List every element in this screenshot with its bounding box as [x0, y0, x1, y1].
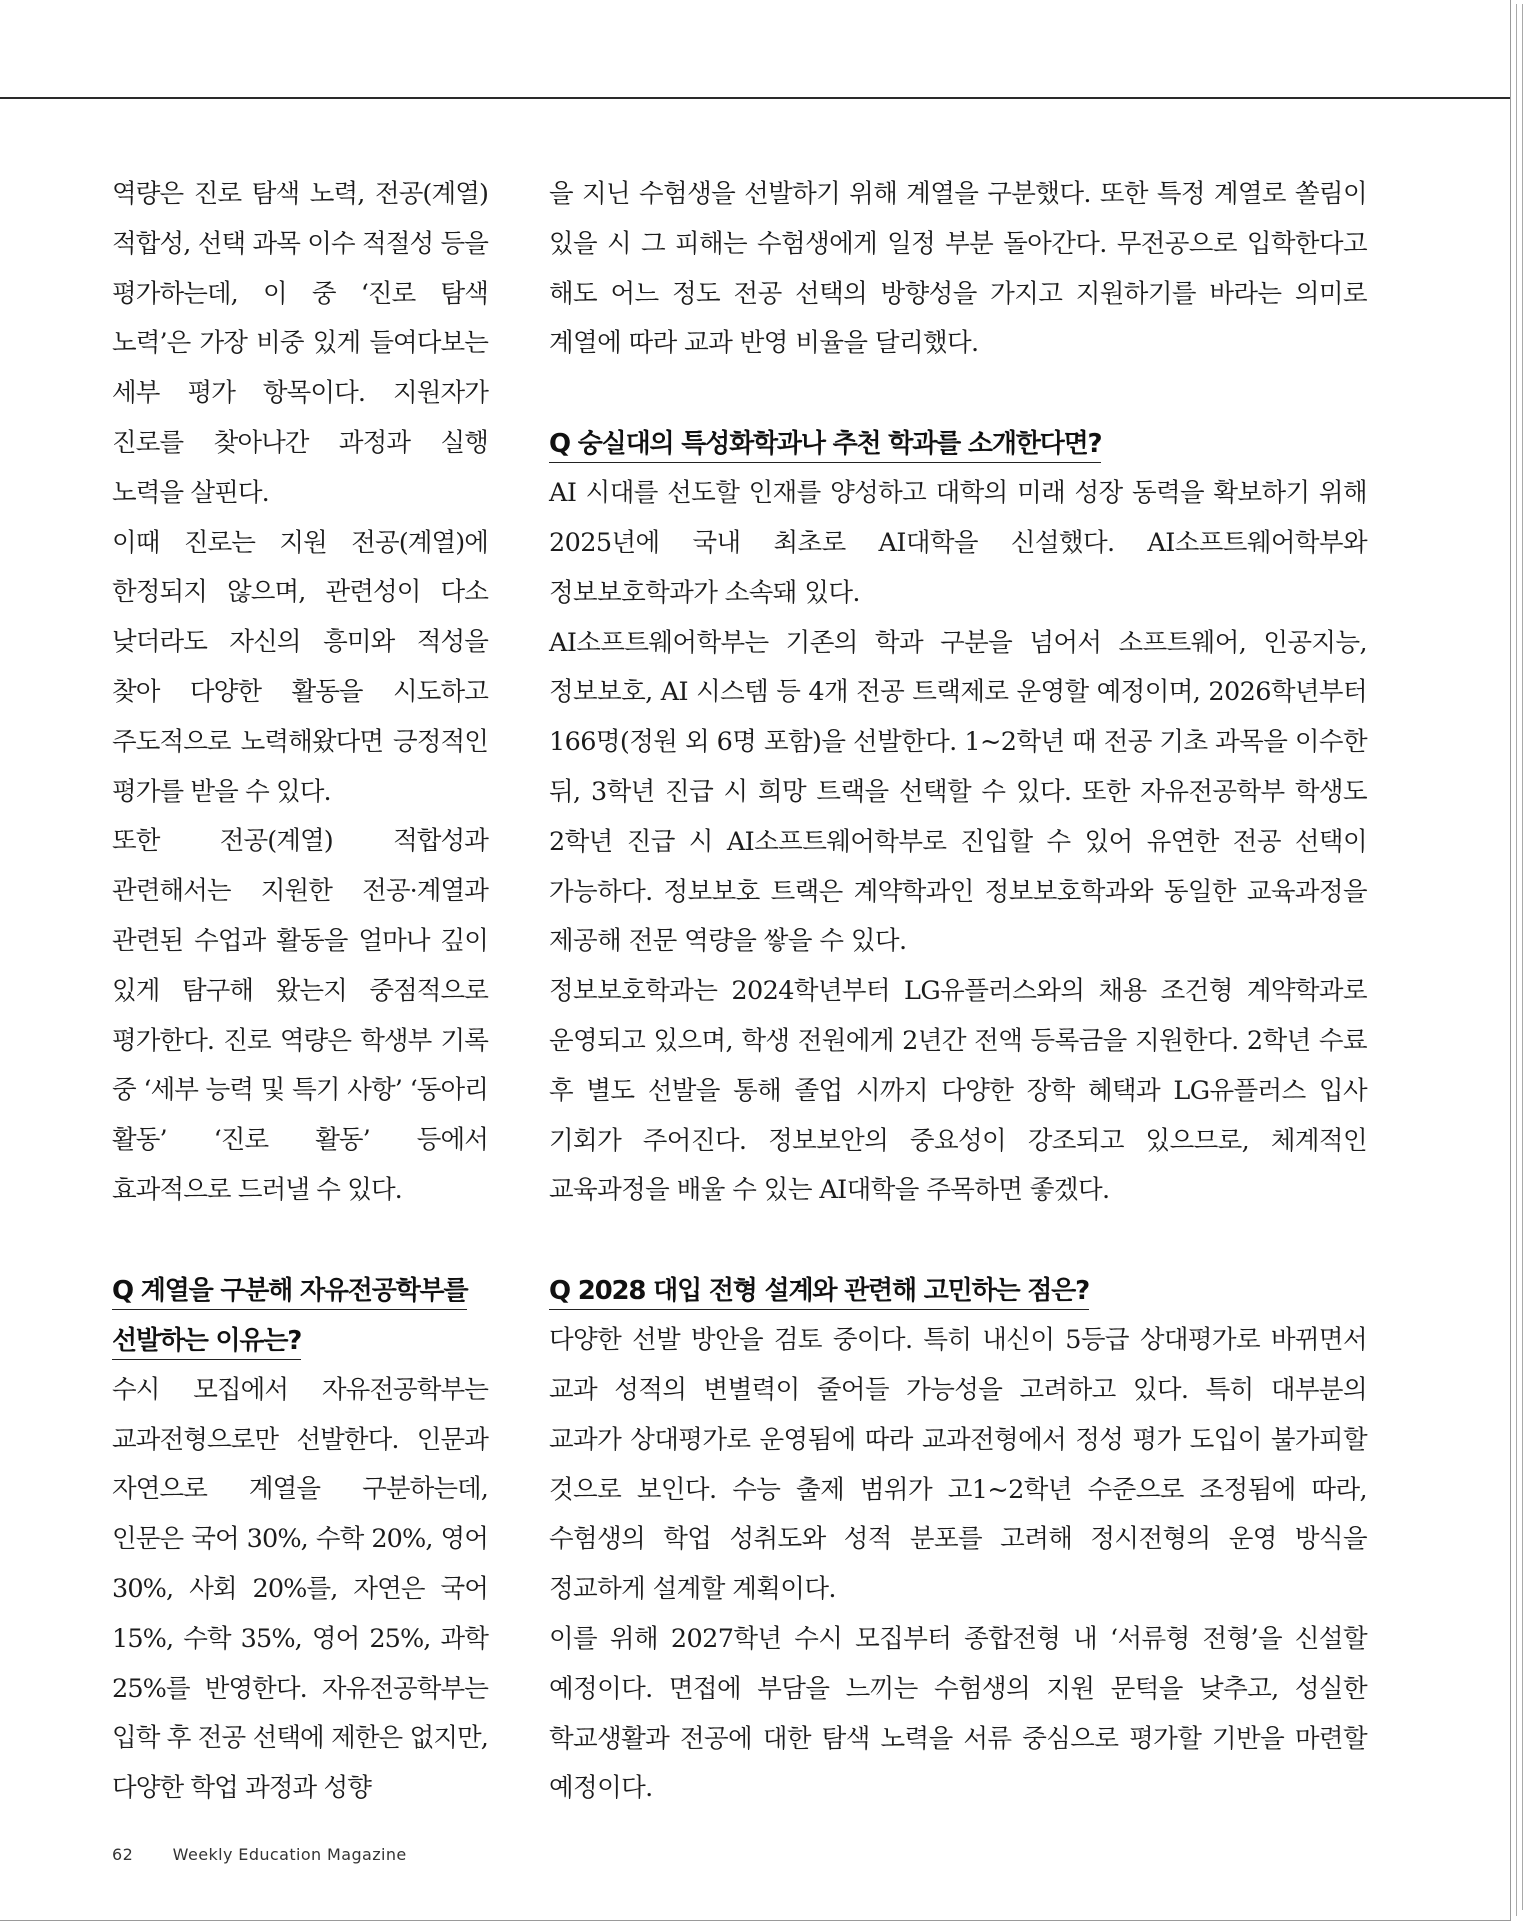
- spacer: [549, 1216, 1367, 1266]
- heading-text: Q 2028 대입 전형 설계와 관련해 고민하는 점은?: [549, 1276, 1089, 1310]
- section-heading: [549, 1266, 1367, 1316]
- body-paragraph: 이를 위해 2027학년 수시 모집부터 종합전형 내 ‘서류형 전형’을 신설할 예정이다. 면접에 부담을 느끼는 수험생의 지원 문턱을 낮추고, 성실한 학교생활과 전공에 대한 탐색 노력을 서류 중심으로 평가할 기반을 마련할 예정이다.: [549, 1623, 1367, 1804]
- body-paragraph: 다양한 선발 방안을 검토 중이다. 특히 내신이 5등급 상대평가로 바뀌면서 교과 성적의 변별력이 줄어들 가능성을 고려하고 있다. 특히 대부분의 교과가 상대평가로 운영됨에 따라 교과전형에서 정성 평가 도입이 불가피할 것으로 보인다. 수능 출제 범위가 고1~2학년 수준으로 조정됨에 따라, 수험생의 학업 성취도와 성적 분포를 고려해 정시전형의 운영 방식을 정교하게 설계할 계획이다.: [549, 1325, 1367, 1605]
- section-heading: [549, 419, 1367, 469]
- body-paragraph: 또한 전공(계열) 적합성과 관련해서는 지원한 전공·계열과 관련된 수업과 활동을 얼마나 깊이 있게 탐구해 왔는지 중점적으로 평가한다. 진로 역량은 학생부 기록 중 ‘세부 능력 및 특기 사항’ ‘동아리 활동’ ‘진로 활동’ 등에서 효과적으로 드러낼 수 있다.: [112, 826, 488, 1205]
- section-heading: [112, 1266, 488, 1366]
- spacer: [112, 1216, 488, 1266]
- body-paragraph: AI 시대를 선도할 인재를 양성하고 대학의 미래 성장 동력을 확보하기 위해 2025년에 국내 최초로 AI대학을 신설했다. AI소프트웨어학부와 정보보호학과가 소속돼 있다.: [549, 478, 1367, 608]
- page-edge: [1516, 4, 1517, 1916]
- body-paragraph: 수시 모집에서 자유전공학부는 교과전형으로만 선발한다. 인문과 자연으로 계열을 구분하는데, 인문은 국어 30%, 수학 20%, 영어 30%, 사회 20%를, 자연은 국어 15%, 수학 35%, 영어 25%, 과학 25%를 반영한다. 자유전공학부는 입학 후 전공 선택에 제한은 없지만, 다양한 학업 과정과 성향: [112, 1374, 488, 1804]
- heading-text: Q 숭실대의 특성화학과나 추천 학과를 소개한다면?: [549, 429, 1101, 463]
- page-number: 62: [112, 1845, 134, 1864]
- body-paragraph: 정보보호학과는 2024학년부터 LG유플러스와의 채용 조건형 계약학과로 운영되고 있으며, 학생 전원에게 2년간 전액 등록금을 지원한다. 2학년 수료 후 별도 선발을 통해 졸업 시까지 다양한 장학 혜택과 LG유플러스 입사 기회가 주어진다. 정보보안의 중요성이 강조되고 있으므로, 체계적인 교육과정을 배울 수 있는 AI대학을 주목하면 좋겠다.: [549, 976, 1367, 1206]
- spacer: [549, 369, 1367, 419]
- page-edge: [1522, 4, 1523, 1910]
- header-rule: [0, 97, 1510, 99]
- body-paragraph: 이때 진로는 지원 전공(계열)에 한정되지 않으며, 관련성이 다소 낮더라도 자신의 흥미와 적성을 찾아 다양한 활동을 시도하고 주도적으로 노력해왔다면 긍정적인 평가를 받을 수 있다.: [112, 527, 488, 807]
- body-paragraph: 역량은 진로 탐색 노력, 전공(계열) 적합성, 선택 과목 이수 적절성 등을 평가하는데, 이 중 ‘진로 탐색 노력’은 가장 비중 있게 들여다보는 세부 평가 항목이다. 지원자가 진로를 찾아나간 과정과 실행 노력을 살핀다.: [112, 179, 488, 508]
- body-paragraph: AI소프트웨어학부는 기존의 학과 구분을 넘어서 소프트웨어, 인공지능, 정보보호, AI 시스템 등 4개 전공 트랙제로 운영할 예정이며, 2026학년부터 166명(정원 외 6명 포함)을 선발한다. 1~2학년 때 전공 기초 과목을 이수한 뒤, 3학년 진급 시 희망 트랙을 선택할 수 있다. 또한 자유전공학부 학생도 2학년 진급 시 AI소프트웨어학부로 진입할 수 있어 유연한 전공 선택이 가능하다. 정보보호 트랙은 계약학과인 정보보호학과와 동일한 교육과정을 제공해 전문 역량을 쌓을 수 있다.: [549, 627, 1367, 957]
- heading-text: Q 계열을 구분해 자유전공학부를 선발하는 이유는?: [112, 1276, 467, 1360]
- left-column: [112, 170, 488, 1814]
- magazine-name: Weekly Education Magazine: [172, 1845, 407, 1864]
- right-column: [549, 170, 1367, 1814]
- page-footer: [112, 1845, 407, 1864]
- body-paragraph: 을 지닌 수험생을 선발하기 위해 계열을 구분했다. 또한 특정 계열로 쏠림이 있을 시 그 피해는 수험생에게 일정 부분 돌아간다. 무전공으로 입학한다고 해도 어느 정도 전공 선택의 방향성을 가지고 지원하기를 바라는 의미로 계열에 따라 교과 반영 비율을 달리했다.: [549, 179, 1367, 359]
